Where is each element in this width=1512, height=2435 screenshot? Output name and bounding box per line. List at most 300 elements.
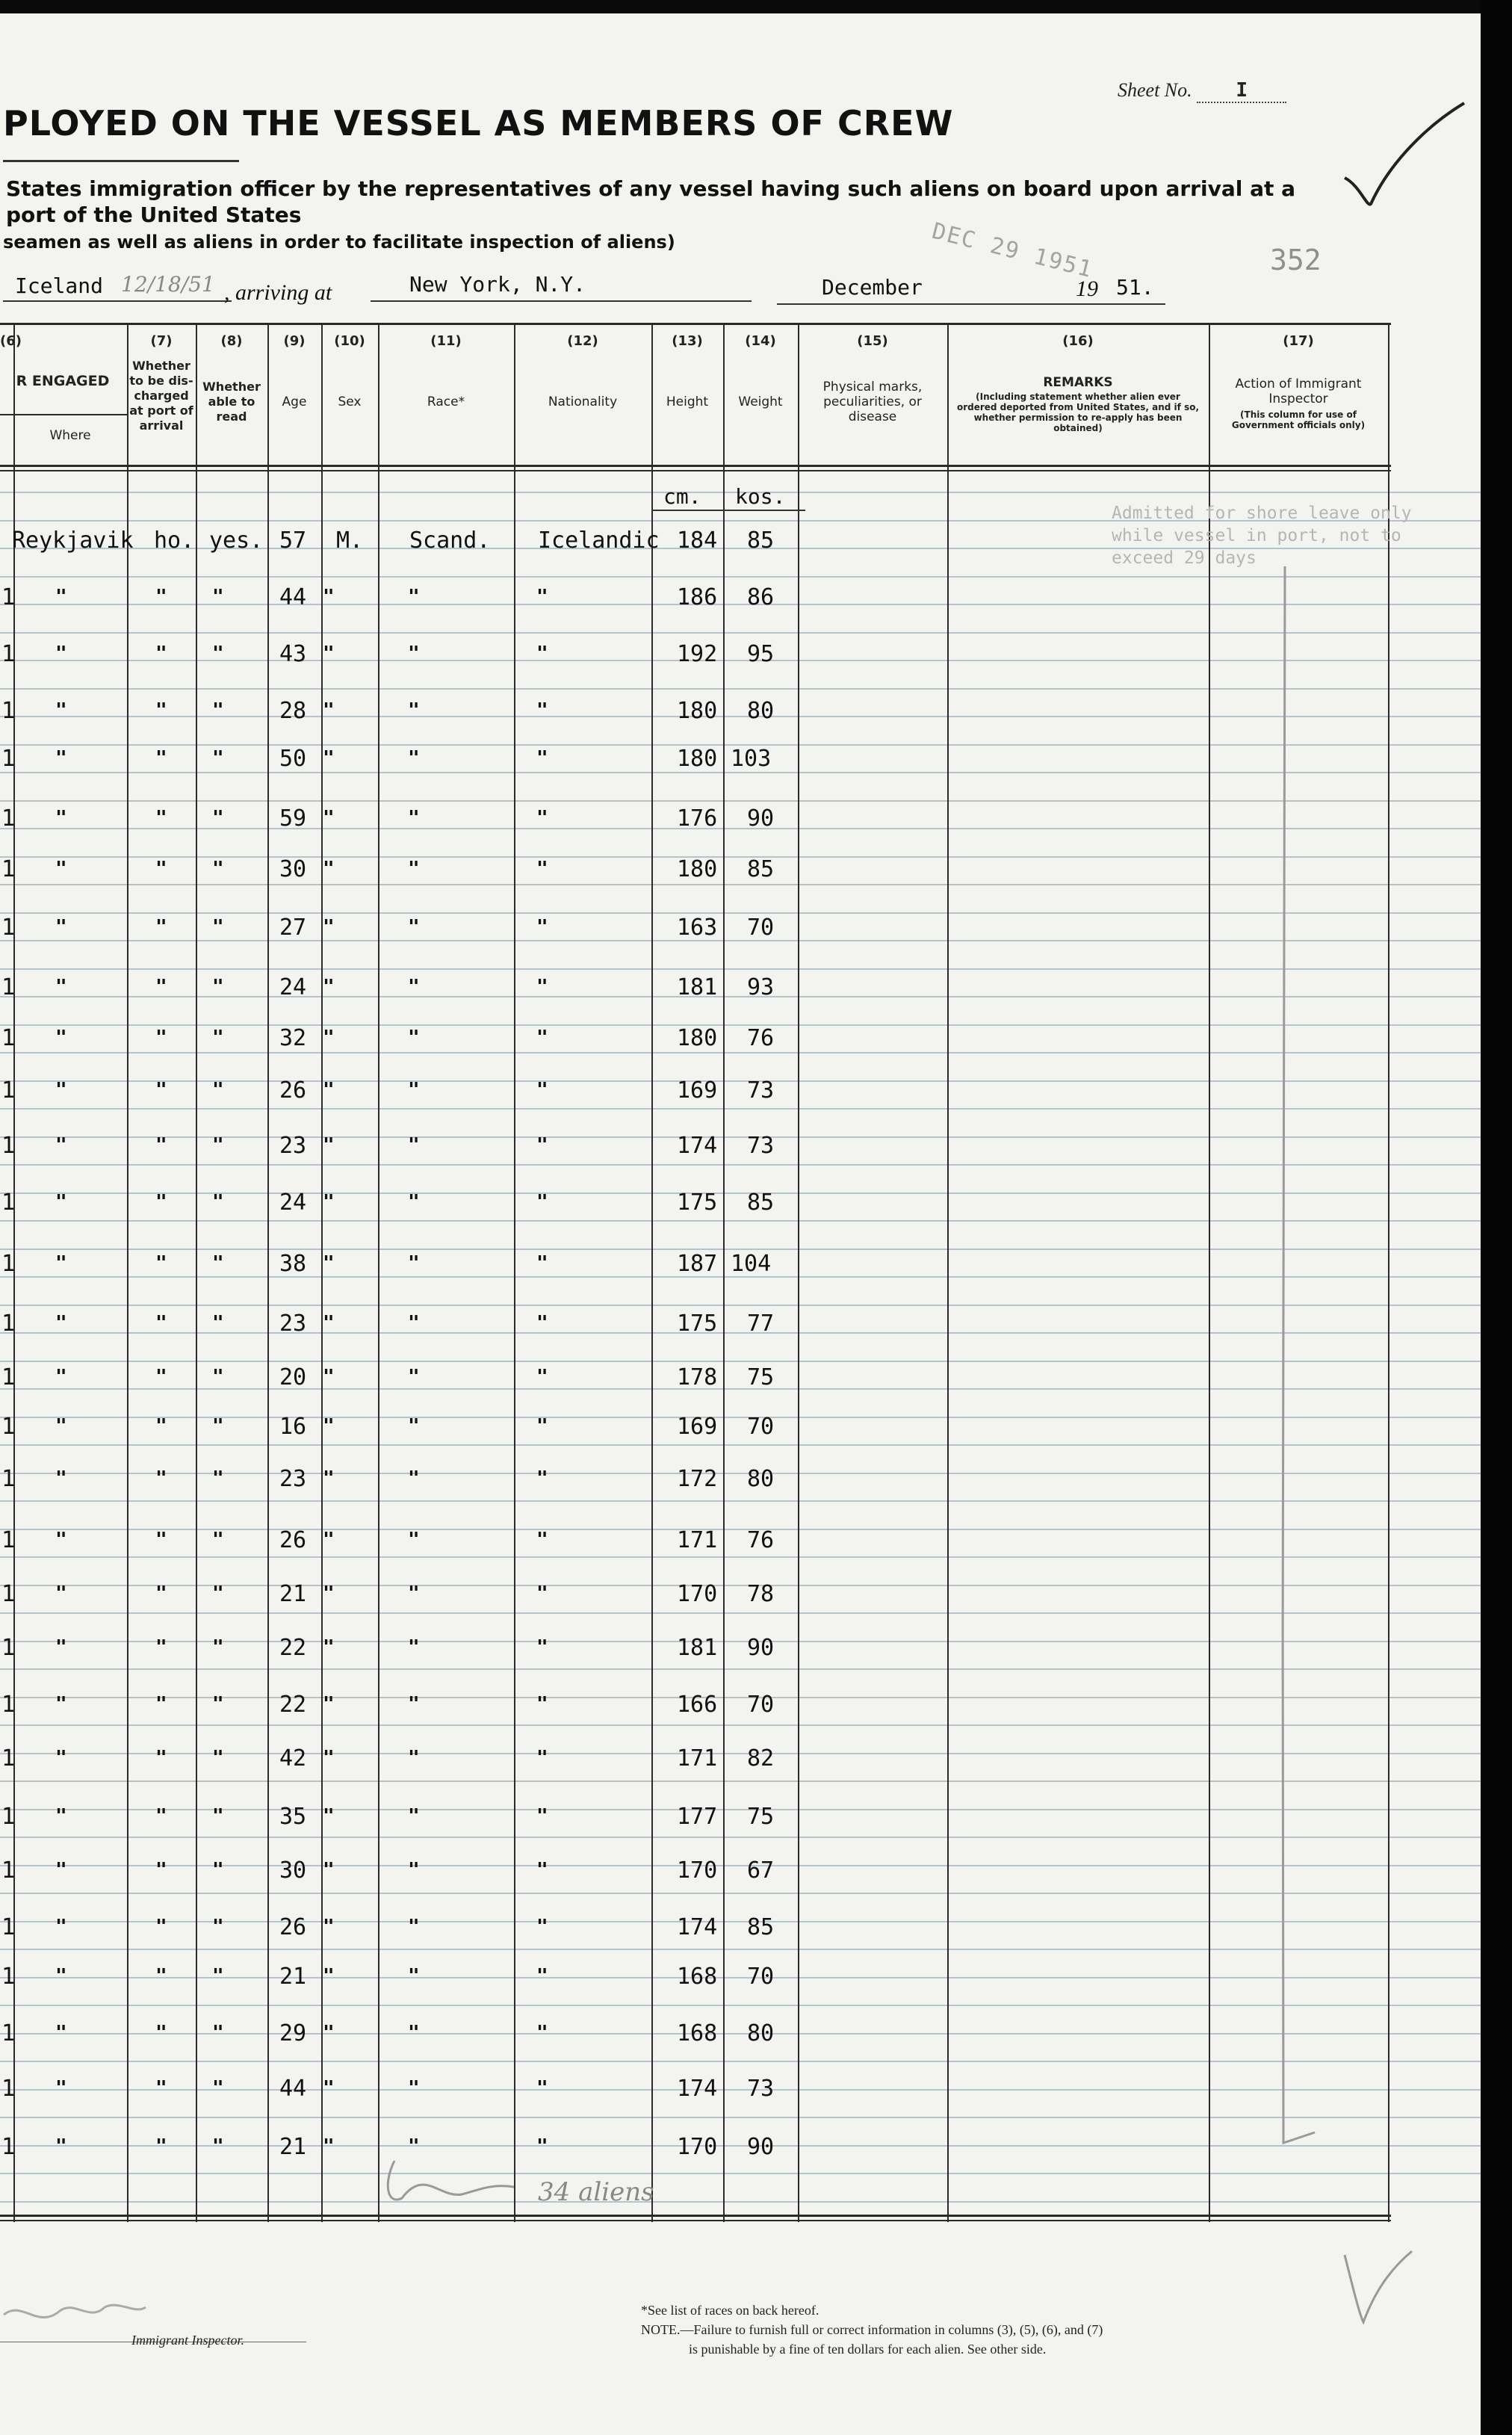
row-edge-mark: 1 xyxy=(1,1466,16,1492)
height-cell: 170 xyxy=(677,1857,718,1884)
ditto-mark: " xyxy=(536,586,548,608)
ledger-line xyxy=(0,1837,1481,1838)
age-cell: 24 xyxy=(279,1189,307,1216)
year-prefix: 19 xyxy=(1076,276,1098,301)
ledger-line xyxy=(0,1444,1481,1446)
col-7-number: (7) xyxy=(150,333,173,349)
ditto-mark: " xyxy=(155,1965,167,1987)
ditto-mark: " xyxy=(155,807,167,829)
form-title: PLOYED ON THE VESSEL AS MEMBERS OF CREW xyxy=(3,103,954,143)
row-edge-mark: 1 xyxy=(1,1364,16,1390)
ditto-mark: " xyxy=(212,1415,224,1438)
ledger-line xyxy=(0,1949,1481,1950)
height-cell: 169 xyxy=(677,1077,718,1104)
weight-cell: 85 xyxy=(747,1189,775,1216)
ditto-mark: " xyxy=(155,976,167,998)
height-cell: 171 xyxy=(677,1745,718,1772)
ditto-mark: " xyxy=(408,1582,420,1605)
ditto-mark: " xyxy=(212,1529,224,1551)
ditto-mark: " xyxy=(55,1965,67,1987)
ditto-mark: " xyxy=(212,807,224,829)
scan-shadow xyxy=(1481,0,1512,2435)
ditto-mark: " xyxy=(536,1916,548,1938)
height-cell: 171 xyxy=(677,1527,718,1553)
col-15-label: Physical marks, peculiarities, or disease xyxy=(822,380,923,424)
age-cell: 27 xyxy=(279,915,307,941)
ditto-mark: " xyxy=(408,1965,420,1987)
ditto-mark: " xyxy=(55,1366,67,1388)
weight-cell: 90 xyxy=(747,805,775,832)
row-edge-mark: 1 xyxy=(1,1133,16,1159)
col-10-label: Sex xyxy=(338,395,362,409)
col-rule xyxy=(1388,323,1389,2222)
col-rule xyxy=(947,323,949,2222)
weight-cell: 73 xyxy=(747,1133,775,1159)
ditto-mark: " xyxy=(155,1191,167,1213)
col-rule xyxy=(127,323,128,2222)
ditto-mark: " xyxy=(408,1859,420,1881)
ditto-mark: " xyxy=(536,643,548,665)
date-stamp: DEC 29 1951 xyxy=(929,217,1096,284)
check-mark-icon xyxy=(1337,96,1472,215)
age-cell: 44 xyxy=(279,2076,307,2102)
age-cell: 22 xyxy=(279,1635,307,1661)
ditto-mark: " xyxy=(323,1366,335,1388)
weight-cell: 90 xyxy=(747,1635,775,1661)
col-13-label: Height xyxy=(666,395,709,409)
inspector-signature xyxy=(0,2285,149,2337)
ditto-mark: " xyxy=(536,858,548,880)
col-12-number: (12) xyxy=(567,333,598,349)
age-cell: 28 xyxy=(279,698,307,724)
height-cell: 174 xyxy=(677,2076,718,2102)
ditto-mark: " xyxy=(323,1467,335,1490)
row-edge-mark: 1 xyxy=(1,1251,16,1277)
height-cell: 166 xyxy=(677,1692,718,1718)
ledger-line xyxy=(0,1668,1481,1670)
ledger-line xyxy=(0,1220,1481,1222)
age-cell: 26 xyxy=(279,1527,307,1553)
ditto-mark: " xyxy=(536,1467,548,1490)
handwritten-date: 12/18/51 xyxy=(121,272,215,297)
ditto-mark: " xyxy=(212,1079,224,1101)
ledger-line xyxy=(0,772,1481,773)
ditto-mark: " xyxy=(155,1027,167,1049)
ditto-mark: " xyxy=(323,699,335,722)
ledger-line xyxy=(0,968,1481,970)
ditto-mark: " xyxy=(323,1636,335,1659)
ledger-line xyxy=(0,2005,1481,2006)
col-14-number: (14) xyxy=(745,333,776,349)
col-rule xyxy=(1209,323,1210,2222)
row-edge-mark: 1 xyxy=(1,1414,16,1440)
weight-cell: 75 xyxy=(747,1804,775,1830)
height-cell: 175 xyxy=(677,1189,718,1216)
row-edge-mark: 1 xyxy=(1,1581,16,1607)
remarks-stamp-line-1: Admitted for shore leave only xyxy=(1112,504,1412,523)
col-14-label: Weight xyxy=(738,395,783,409)
row-edge-mark: 1 xyxy=(1,584,16,610)
age-cell: 23 xyxy=(279,1466,307,1492)
ditto-mark: " xyxy=(536,1582,548,1605)
height-cell: 168 xyxy=(677,2020,718,2046)
ledger-line xyxy=(0,1052,1481,1053)
ditto-mark: " xyxy=(408,807,420,829)
table-bottom-rule-2 xyxy=(0,2220,1391,2221)
ledger-line xyxy=(0,2173,1481,2174)
ledger-line xyxy=(0,1612,1481,1614)
age-cell: 21 xyxy=(279,1581,307,1607)
ditto-mark: " xyxy=(536,1636,548,1659)
ditto-mark: " xyxy=(155,1582,167,1605)
ditto-mark: " xyxy=(408,1747,420,1769)
ledger-line xyxy=(0,1724,1481,1726)
ditto-mark: " xyxy=(55,2077,67,2100)
weight-cell: 85 xyxy=(747,1914,775,1940)
ditto-mark: " xyxy=(536,1965,548,1987)
ditto-mark: " xyxy=(536,976,548,998)
ditto-mark: " xyxy=(55,858,67,880)
subtitle-line-1: States immigration officer by the representatives of any vessel having such aliens on board upon arrival at a xyxy=(6,176,1296,201)
ditto-mark: " xyxy=(323,1252,335,1275)
ditto-mark: " xyxy=(212,1636,224,1659)
ledger-line xyxy=(0,2061,1481,2062)
ditto-mark: " xyxy=(536,916,548,938)
row-edge-mark: 1 xyxy=(1,1527,16,1553)
weight-cell: 82 xyxy=(747,1745,775,1772)
subtitle-line-3: seamen as well as aliens in order to facilitate inspection of aliens) xyxy=(3,232,675,253)
ditto-mark: " xyxy=(212,1252,224,1275)
ditto-mark: " xyxy=(55,1747,67,1769)
height-cell: 174 xyxy=(677,1133,718,1159)
col-rule xyxy=(514,323,515,2222)
ditto-mark: " xyxy=(55,1916,67,1938)
ditto-mark: " xyxy=(155,1859,167,1881)
ditto-mark: " xyxy=(408,916,420,938)
age-cell: 44 xyxy=(279,584,307,610)
row-edge-mark: 1 xyxy=(1,1745,16,1772)
ditto-mark: " xyxy=(536,1747,548,1769)
height-cell: 170 xyxy=(677,2134,718,2160)
table-top-rule xyxy=(0,323,1391,325)
ditto-mark: " xyxy=(155,747,167,770)
age-cell: 57 xyxy=(279,527,307,554)
ditto-mark: " xyxy=(408,747,420,770)
col-6-label: R ENGAGED xyxy=(16,373,110,389)
row-edge-mark: 1 xyxy=(1,1914,16,1940)
height-unit: cm. xyxy=(663,484,701,509)
weight-cell: 104 xyxy=(731,1251,772,1277)
ditto-mark: " xyxy=(212,1312,224,1334)
col-17-label: Action of Immigrant Inspector xyxy=(1235,377,1362,406)
note-line-1: NOTE.—Failure to furnish full or correct information in columns (3), (5), (6), and (7) xyxy=(641,2322,1103,2337)
ditto-mark: " xyxy=(212,2077,224,2100)
races-note: *See list of races on back hereof. xyxy=(641,2303,819,2318)
ditto-mark: " xyxy=(55,1529,67,1551)
row-edge-mark: 1 xyxy=(1,1635,16,1661)
ditto-mark: " xyxy=(155,1693,167,1715)
ditto-mark: " xyxy=(55,1312,67,1334)
height-cell: 180 xyxy=(677,698,718,724)
sheet-number xyxy=(1118,79,1286,103)
arrival-port-line xyxy=(371,300,752,302)
weight-cell: 90 xyxy=(747,2134,775,2160)
ditto-mark: " xyxy=(536,1312,548,1334)
ditto-mark: " xyxy=(323,2022,335,2044)
ditto-mark: " xyxy=(55,1027,67,1049)
col-16-number: (16) xyxy=(1062,333,1094,349)
ledger-line xyxy=(0,1164,1481,1166)
initials-mark xyxy=(1337,2247,1419,2337)
ledger-line xyxy=(0,1305,1481,1306)
ditto-mark: " xyxy=(155,916,167,938)
ditto-mark: " xyxy=(212,1467,224,1490)
age-cell: 20 xyxy=(279,1364,307,1390)
ditto-mark: " xyxy=(323,1965,335,1987)
age-cell: 21 xyxy=(279,1964,307,1990)
col-10-number: (10) xyxy=(334,333,365,349)
weight-cell: 73 xyxy=(747,2076,775,2102)
remarks-stamp-line-3: exceed 29 days xyxy=(1112,548,1257,568)
row-edge-mark: 1 xyxy=(1,974,16,1000)
arrival-port: New York, N.Y. xyxy=(409,272,586,297)
ditto-mark: " xyxy=(408,1134,420,1157)
ditto-mark: " xyxy=(323,1805,335,1828)
inspector-label: Immigrant Inspector. xyxy=(131,2333,244,2348)
age-cell: 22 xyxy=(279,1692,307,1718)
ditto-mark: " xyxy=(536,1191,548,1213)
arrival-month: December xyxy=(822,275,923,300)
weight-cell: 70 xyxy=(747,1964,775,1990)
ditto-mark: " xyxy=(536,1079,548,1101)
row-edge-mark: 1 xyxy=(1,1857,16,1884)
ditto-mark: " xyxy=(323,1312,335,1334)
ledger-line xyxy=(0,912,1481,914)
col-rule xyxy=(267,323,269,2222)
age-cell: 29 xyxy=(279,2020,307,2046)
height-cell: 192 xyxy=(677,641,718,667)
ditto-mark: " xyxy=(155,1415,167,1438)
ditto-mark: " xyxy=(536,1134,548,1157)
ditto-mark: " xyxy=(536,1415,548,1438)
ditto-mark: " xyxy=(55,1859,67,1881)
height-cell: 169 xyxy=(677,1414,718,1440)
weight-cell: 70 xyxy=(747,1692,775,1718)
ditto-mark: " xyxy=(55,1134,67,1157)
ditto-mark: " xyxy=(323,1859,335,1881)
col-6-number: (6) xyxy=(0,333,22,349)
ditto-mark: " xyxy=(212,699,224,722)
col-8-label: Whether able to read xyxy=(202,380,261,424)
ditto-mark: " xyxy=(55,1582,67,1605)
ditto-mark: " xyxy=(212,1693,224,1715)
weight-cell: 80 xyxy=(747,698,775,724)
ledger-line xyxy=(0,1556,1481,1558)
height-cell: 172 xyxy=(677,1466,718,1492)
weight-cell: 93 xyxy=(747,974,775,1000)
col-rule xyxy=(723,323,725,2222)
row-edge-mark: 1 xyxy=(1,915,16,941)
row-edge-mark: 1 xyxy=(1,1311,16,1337)
age-cell: 24 xyxy=(279,974,307,1000)
weight-cell: 75 xyxy=(747,1364,775,1390)
col-rule xyxy=(798,323,799,2222)
row-edge-mark: 1 xyxy=(1,698,16,724)
ditto-mark: " xyxy=(408,1467,420,1490)
weight-cell: 86 xyxy=(747,584,775,610)
row-edge-mark: 1 xyxy=(1,2134,16,2160)
ditto-mark: " xyxy=(323,643,335,665)
ditto-mark: " xyxy=(212,747,224,770)
ditto-mark: " xyxy=(212,1747,224,1769)
weight-cell: 67 xyxy=(747,1857,775,1884)
ledger-line xyxy=(0,1024,1481,1026)
row-edge-mark: 1 xyxy=(1,641,16,667)
ditto-mark: " xyxy=(536,1693,548,1715)
row-edge-mark: 1 xyxy=(1,746,16,772)
weight-unit: kos. xyxy=(735,484,786,509)
handwritten-scribble xyxy=(379,2153,521,2213)
age-cell: 59 xyxy=(279,805,307,832)
engaged-rule xyxy=(0,414,127,415)
weight-cell: 70 xyxy=(747,1414,775,1440)
ditto-mark: " xyxy=(408,976,420,998)
ditto-mark: " xyxy=(155,1916,167,1938)
ditto-mark: " xyxy=(408,1415,420,1438)
age-cell: 43 xyxy=(279,641,307,667)
ditto-mark: " xyxy=(212,916,224,938)
ditto-mark: " xyxy=(155,1079,167,1101)
col-16-sub: (Including statement whether alien ever ordered deported from United States, and if so, whether permission to re-apply has been obtained) xyxy=(956,392,1200,433)
col-17-sub: (This column for use of Government officials only) xyxy=(1231,409,1366,430)
race-value: Scand. xyxy=(409,527,491,554)
ledger-line xyxy=(0,688,1481,690)
ditto-mark: " xyxy=(408,1636,420,1659)
weight-cell: 80 xyxy=(747,2020,775,2046)
age-cell: 23 xyxy=(279,1311,307,1337)
month-line xyxy=(777,303,1165,305)
ditto-mark: " xyxy=(536,807,548,829)
ditto-mark: " xyxy=(55,1467,67,1490)
ditto-mark: " xyxy=(323,916,335,938)
height-cell: 187 xyxy=(677,1251,718,1277)
ditto-mark: " xyxy=(155,2022,167,2044)
ditto-mark: " xyxy=(408,1529,420,1551)
height-cell: 184 xyxy=(677,527,718,554)
ditto-mark: " xyxy=(155,1312,167,1334)
ditto-mark: " xyxy=(155,1467,167,1490)
height-cell: 180 xyxy=(677,856,718,882)
ditto-mark: " xyxy=(536,1805,548,1828)
table-bottom-rule xyxy=(0,2215,1391,2217)
col-11-label: Race* xyxy=(427,395,465,409)
weight-cell: 70 xyxy=(747,915,775,941)
row-edge-mark: 1 xyxy=(1,1804,16,1830)
ledger-line xyxy=(0,576,1481,578)
row-edge-mark: 1 xyxy=(1,2076,16,2102)
weight-cell: 76 xyxy=(747,1025,775,1051)
ledger-line xyxy=(0,1361,1481,1362)
weight-cell: 85 xyxy=(747,856,775,882)
from-port-line xyxy=(3,300,232,302)
weight-cell: 103 xyxy=(731,746,772,772)
nationality-value: Icelandic xyxy=(538,527,660,554)
ledger-line xyxy=(0,800,1481,802)
ditto-mark: " xyxy=(55,916,67,938)
ditto-mark: " xyxy=(155,1134,167,1157)
weight-cell: 73 xyxy=(747,1077,775,1104)
ditto-mark: " xyxy=(323,2077,335,2100)
ditto-mark: " xyxy=(536,2022,548,2044)
ditto-mark: " xyxy=(536,2077,548,2100)
ditto-mark: " xyxy=(323,1191,335,1213)
ditto-mark: " xyxy=(323,1582,335,1605)
ditto-mark: " xyxy=(212,2022,224,2044)
col-11-number: (11) xyxy=(430,333,462,349)
ledger-line xyxy=(0,884,1481,885)
age-cell: 42 xyxy=(279,1745,307,1772)
ditto-mark: " xyxy=(155,858,167,880)
ditto-mark: " xyxy=(55,976,67,998)
height-cell: 174 xyxy=(677,1914,718,1940)
col-9-number: (9) xyxy=(283,333,306,349)
age-cell: 30 xyxy=(279,1857,307,1884)
age-cell: 26 xyxy=(279,1077,307,1104)
height-cell: 180 xyxy=(677,746,718,772)
ditto-mark: " xyxy=(408,699,420,722)
row-edge-mark: 1 xyxy=(1,1692,16,1718)
col-8-number: (8) xyxy=(220,333,243,349)
ditto-mark: " xyxy=(212,976,224,998)
ditto-mark: " xyxy=(536,2135,548,2158)
ditto-mark: " xyxy=(55,1079,67,1101)
row-edge-mark: 1 xyxy=(1,1077,16,1104)
col-17-number: (17) xyxy=(1283,333,1314,349)
ditto-mark: " xyxy=(155,1805,167,1828)
ditto-mark: " xyxy=(55,807,67,829)
ditto-mark: " xyxy=(408,2022,420,2044)
ditto-mark: " xyxy=(323,1079,335,1101)
ditto-mark: " xyxy=(212,1965,224,1987)
age-cell: 30 xyxy=(279,856,307,882)
age-cell: 38 xyxy=(279,1251,307,1277)
ditto-mark: " xyxy=(408,1693,420,1715)
ditto-mark: " xyxy=(323,586,335,608)
ditto-mark: " xyxy=(212,1859,224,1881)
col-rule xyxy=(378,323,379,2222)
ditto-mark: " xyxy=(408,1916,420,1938)
ditto-mark: " xyxy=(155,1529,167,1551)
height-cell: 163 xyxy=(677,915,718,941)
col-rule xyxy=(196,323,197,2222)
manifest-sheet xyxy=(0,13,1481,2435)
ditto-mark: " xyxy=(55,1252,67,1275)
ditto-mark: " xyxy=(212,643,224,665)
height-cell: 180 xyxy=(677,1025,718,1051)
from-port: Iceland xyxy=(15,273,104,298)
weight-cell: 76 xyxy=(747,1527,775,1553)
ditto-mark: " xyxy=(155,1747,167,1769)
weight-cell: 78 xyxy=(747,1581,775,1607)
pencil-ditto-line xyxy=(1270,566,1330,2165)
ditto-mark: " xyxy=(408,1252,420,1275)
ditto-mark: " xyxy=(155,2135,167,2158)
ditto-mark: " xyxy=(323,1916,335,1938)
ditto-mark: " xyxy=(323,858,335,880)
title-rule xyxy=(3,160,239,162)
age-cell: 50 xyxy=(279,746,307,772)
col-7-label: Whether to be dis-charged at port of arrival xyxy=(129,359,193,433)
